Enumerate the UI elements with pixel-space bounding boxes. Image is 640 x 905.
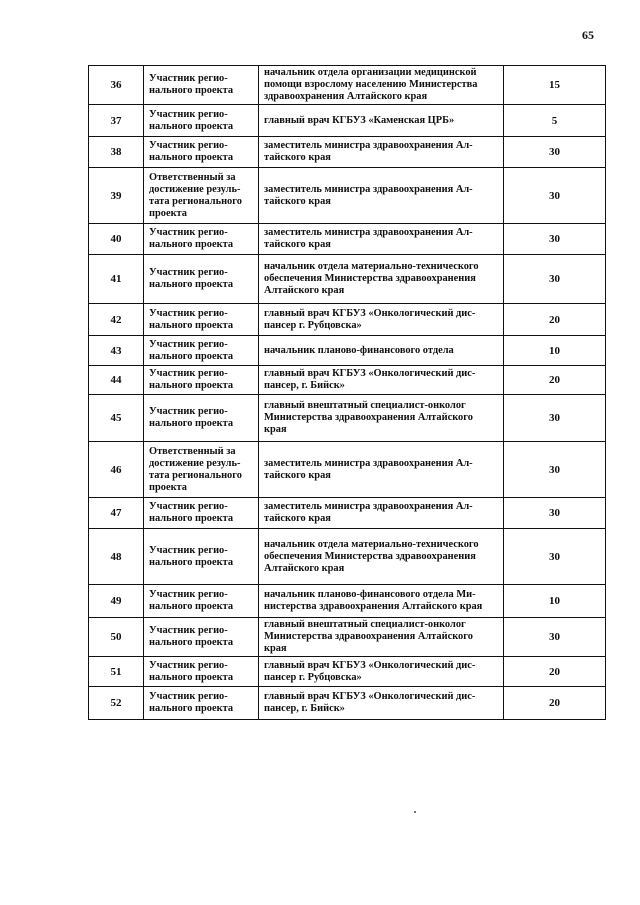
table-row [89, 395, 606, 442]
row-number: 40 [89, 224, 144, 255]
row-role: Участник регио-нального проекта [144, 585, 259, 618]
row-position: заместитель министра здравоохранения Ал-тайского края [259, 442, 504, 498]
row-value: 20 [504, 304, 606, 336]
row-role: Участник регио-нального проекта [144, 687, 259, 720]
row-position: главный врач КГБУЗ «Каменская ЦРБ» [259, 105, 504, 137]
row-role: Участник регио-нального проекта [144, 137, 259, 168]
row-value: 15 [504, 66, 606, 105]
table-row [89, 529, 606, 585]
row-position: заместитель министра здравоохранения Ал-тайского края [259, 168, 504, 224]
row-role: Участник регио-нального проекта [144, 395, 259, 442]
row-value: 30 [504, 395, 606, 442]
row-value: 20 [504, 687, 606, 720]
row-value: 10 [504, 585, 606, 618]
row-role: Участник регио-нального проекта [144, 366, 259, 395]
row-value: 10 [504, 336, 606, 366]
row-number: 36 [89, 66, 144, 105]
row-position: начальник планово-финансового отдела [259, 336, 504, 366]
row-role: Участник регио-нального проекта [144, 255, 259, 304]
row-value: 5 [504, 105, 606, 137]
row-number: 48 [89, 529, 144, 585]
row-role: Участник регио-нального проекта [144, 618, 259, 657]
row-value: 30 [504, 255, 606, 304]
table-row [89, 255, 606, 304]
table-row [89, 442, 606, 498]
row-role: Участник регио-нального проекта [144, 105, 259, 137]
participants-table [88, 65, 606, 720]
row-role: Участник регио-нального проекта [144, 66, 259, 105]
row-number: 41 [89, 255, 144, 304]
table-row [89, 336, 606, 366]
row-number: 52 [89, 687, 144, 720]
row-number: 45 [89, 395, 144, 442]
row-value: 20 [504, 366, 606, 395]
stray-dot [414, 811, 416, 813]
row-value: 30 [504, 224, 606, 255]
row-position: главный врач КГБУЗ «Онкологический дис-пансер г. Рубцовска» [259, 657, 504, 687]
row-number: 46 [89, 442, 144, 498]
row-number: 47 [89, 498, 144, 529]
row-number: 37 [89, 105, 144, 137]
row-position: главный внештатный специалист-онколог Министерства здравоохранения Алтайского края [259, 395, 504, 442]
row-number: 49 [89, 585, 144, 618]
row-number: 44 [89, 366, 144, 395]
row-number: 43 [89, 336, 144, 366]
table-row [89, 168, 606, 224]
row-value: 20 [504, 657, 606, 687]
row-position: начальник отдела материально-технического обеспечения Министерства здравоохранения Алтайского края [259, 529, 504, 585]
row-role: Ответственный за достижение резуль-тата регионального проекта [144, 168, 259, 224]
row-value: 30 [504, 442, 606, 498]
table-row [89, 585, 606, 618]
table-row [89, 366, 606, 395]
row-role: Участник регио-нального проекта [144, 529, 259, 585]
table-row [89, 66, 606, 105]
page-number: 65 [582, 28, 594, 42]
row-number: 38 [89, 137, 144, 168]
row-position: главный врач КГБУЗ «Онкологический дис-пансер, г. Бийск» [259, 366, 504, 395]
row-position: главный внештатный специалист-онколог Министерства здравоохранения Алтайского края [259, 618, 504, 657]
row-number: 51 [89, 657, 144, 687]
row-position: главный врач КГБУЗ «Онкологический дис-пансер г. Рубцовска» [259, 304, 504, 336]
row-position: заместитель министра здравоохранения Ал-тайского края [259, 224, 504, 255]
table-row [89, 498, 606, 529]
table-row [89, 304, 606, 336]
row-position: заместитель министра здравоохранения Ал-тайского края [259, 498, 504, 529]
table-row [89, 105, 606, 137]
row-position: начальник отдела организации медицинской помощи взрослому населению Министерства здравоохранения Алтайского края [259, 66, 504, 105]
row-role: Участник регио-нального проекта [144, 224, 259, 255]
row-role: Участник регио-нального проекта [144, 336, 259, 366]
table-row [89, 687, 606, 720]
row-value: 30 [504, 137, 606, 168]
row-role: Участник регио-нального проекта [144, 304, 259, 336]
row-value: 30 [504, 168, 606, 224]
row-position: начальник отдела материально-технического обеспечения Министерства здравоохранения Алтайского края [259, 255, 504, 304]
row-role: Участник регио-нального проекта [144, 657, 259, 687]
row-position: начальник планово-финансового отдела Ми-нистерства здравоохранения Алтайского края [259, 585, 504, 618]
row-value: 30 [504, 618, 606, 657]
table-row [89, 618, 606, 657]
table-row [89, 137, 606, 168]
row-role: Ответственный за достижение резуль-тата регионального проекта [144, 442, 259, 498]
row-number: 42 [89, 304, 144, 336]
table-row [89, 224, 606, 255]
row-position: главный врач КГБУЗ «Онкологический дис-пансер, г. Бийск» [259, 687, 504, 720]
row-role: Участник регио-нального проекта [144, 498, 259, 529]
row-number: 39 [89, 168, 144, 224]
row-value: 30 [504, 498, 606, 529]
row-number: 50 [89, 618, 144, 657]
row-value: 30 [504, 529, 606, 585]
table-row [89, 657, 606, 687]
row-position: заместитель министра здравоохранения Ал-тайского края [259, 137, 504, 168]
